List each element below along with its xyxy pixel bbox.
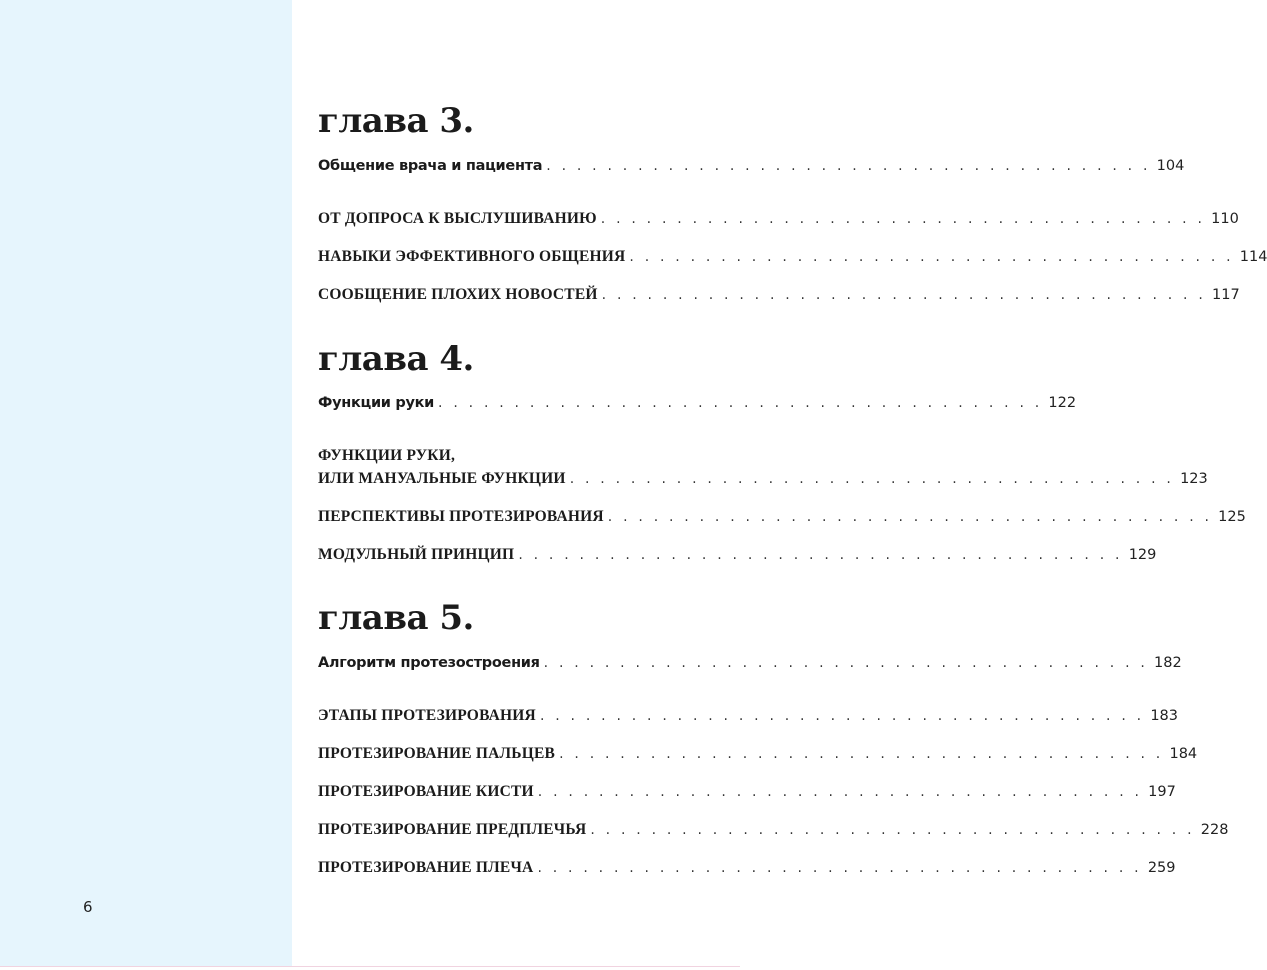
toc-entry[interactable] (318, 783, 1176, 800)
toc-entry[interactable] (318, 821, 1229, 838)
toc-entry-label: ПРОТЕЗИРОВАНИЕ ПАЛЬЦЕВ (318, 745, 556, 762)
toc-entry-page: 184 (1169, 746, 1198, 762)
toc-entry-page: 129 (1128, 547, 1157, 563)
toc-entry[interactable] (318, 395, 1077, 411)
toc-entry-label: Функции руки (318, 395, 435, 411)
chapter-5-title: глава 5. (318, 598, 474, 638)
toc-entry-label-line1[interactable]: ФУНКЦИИ РУКИ, (318, 447, 456, 464)
toc-entry[interactable] (318, 210, 1239, 227)
toc-entry-page: 123 (1180, 471, 1208, 487)
dot-leader: . . . . . . . . . . . . . . . . . . . . . . . . . . . . . . . . . . . . . . . . (569, 471, 1175, 487)
page-number: 6 (83, 898, 93, 916)
toc-entry-page: 117 (1212, 287, 1240, 303)
toc-entry-page: 114 (1239, 249, 1267, 265)
toc-entry[interactable] (318, 745, 1198, 762)
dot-leader: . . . . . . . . . . . . . . . . . . . . . . . . . . . . . . . . . . . . . . . . (539, 708, 1145, 724)
dot-leader: . . . . . . . . . . . . . . . . . . . . . . . . . . . . . . . . . . . . . . . . (590, 822, 1195, 838)
chapter-3-title: глава 3. (318, 101, 474, 141)
toc-entry-page: 228 (1200, 822, 1229, 838)
toc-entry[interactable] (318, 286, 1240, 303)
toc-entry-page: 182 (1154, 655, 1182, 671)
dot-leader: . . . . . . . . . . . . . . . . . . . . . . . . . . . . . . . . . . . . . . . . (537, 860, 1142, 876)
dot-leader: . . . . . . . . . . . . . . . . . . . . . . . . . . . . . . . . . . . . . . . . (559, 746, 1164, 762)
dot-leader: . . . . . . . . . . . . . . . . . . . . . . . . . . . . . . . . . . . . . . . . (600, 211, 1206, 227)
toc-entry[interactable] (318, 859, 1176, 876)
toc-entry-page: 259 (1147, 860, 1176, 876)
toc-entry-page: 125 (1218, 509, 1246, 525)
toc-entry-label: Алгоритм протезостроения (318, 655, 540, 671)
dot-leader: . . . . . . . . . . . . . . . . . . . . . . . . . . . . . . . . . . . . . . . . (607, 509, 1213, 525)
toc-entry[interactable] (318, 248, 1267, 265)
toc-entry[interactable] (318, 707, 1178, 724)
toc-entry[interactable] (318, 470, 1208, 487)
toc-entry[interactable] (318, 158, 1185, 174)
toc-entry-label: ПРОТЕЗИРОВАНИЕ КИСТИ (318, 783, 534, 800)
dot-leader: . . . . . . . . . . . . . . . . . . . . . . . . . . . . . . . . . . . . . . . . (438, 395, 1043, 411)
toc-entry-label: НАВЫКИ ЭФФЕКТИВНОГО ОБЩЕНИЯ (318, 248, 626, 265)
dot-leader: . . . . . . . . . . . . . . . . . . . . . . . . . . . . . . . . . . . . . . . . (537, 784, 1143, 800)
toc-entry-label: МОДУЛЬНЫЙ ПРИНЦИП (318, 546, 515, 563)
dot-leader: . . . . . . . . . . . . . . . . . . . . . . . . . . . . . . . . . . . . . . . . (543, 655, 1149, 671)
toc-entry-label: ПРОТЕЗИРОВАНИЕ ПРЕДПЛЕЧЬЯ (318, 821, 587, 838)
toc-entry-label: ПРОТЕЗИРОВАНИЕ ПЛЕЧА (318, 859, 534, 876)
toc-entry[interactable] (318, 546, 1157, 563)
toc-entry-label: ЭТАПЫ ПРОТЕЗИРОВАНИЯ (318, 707, 536, 724)
toc-entry[interactable] (318, 655, 1182, 671)
toc-entry-page: 183 (1150, 708, 1178, 724)
toc-entry-page: 122 (1048, 395, 1077, 411)
dot-leader: . . . . . . . . . . . . . . . . . . . . . . . . . . . . . . . . . . . . . . . . (546, 158, 1151, 174)
toc-entry-label: ИЛИ МАНУАЛЬНЫЕ ФУНКЦИИ (318, 470, 566, 487)
toc-entry[interactable] (318, 508, 1246, 525)
dot-leader: . . . . . . . . . . . . . . . . . . . . . . . . . . . . . . . . . . . . . . . . (601, 287, 1207, 303)
toc-entry-page: 110 (1211, 211, 1239, 227)
chapter-4-title: глава 4. (318, 339, 474, 379)
toc-entry-label: СООБЩЕНИЕ ПЛОХИХ НОВОСТЕЙ (318, 286, 598, 303)
toc-entry-page: 104 (1156, 158, 1185, 174)
toc-entry-page: 197 (1148, 784, 1176, 800)
page-bottom-edge (0, 966, 740, 967)
left-color-band (0, 0, 292, 967)
toc-entry-label: ОТ ДОПРОСА К ВЫСЛУШИВАНИЮ (318, 210, 597, 227)
dot-leader: . . . . . . . . . . . . . . . . . . . . . . . . . . . . . . . . . . . . . . . . (629, 249, 1234, 265)
toc-entry-label: Общение врача и пациента (318, 158, 543, 174)
toc-entry-label: ПЕРСПЕКТИВЫ ПРОТЕЗИРОВАНИЯ (318, 508, 604, 525)
dot-leader: . . . . . . . . . . . . . . . . . . . . . . . . . . . . . . . . . . . . . . . . (518, 547, 1123, 563)
